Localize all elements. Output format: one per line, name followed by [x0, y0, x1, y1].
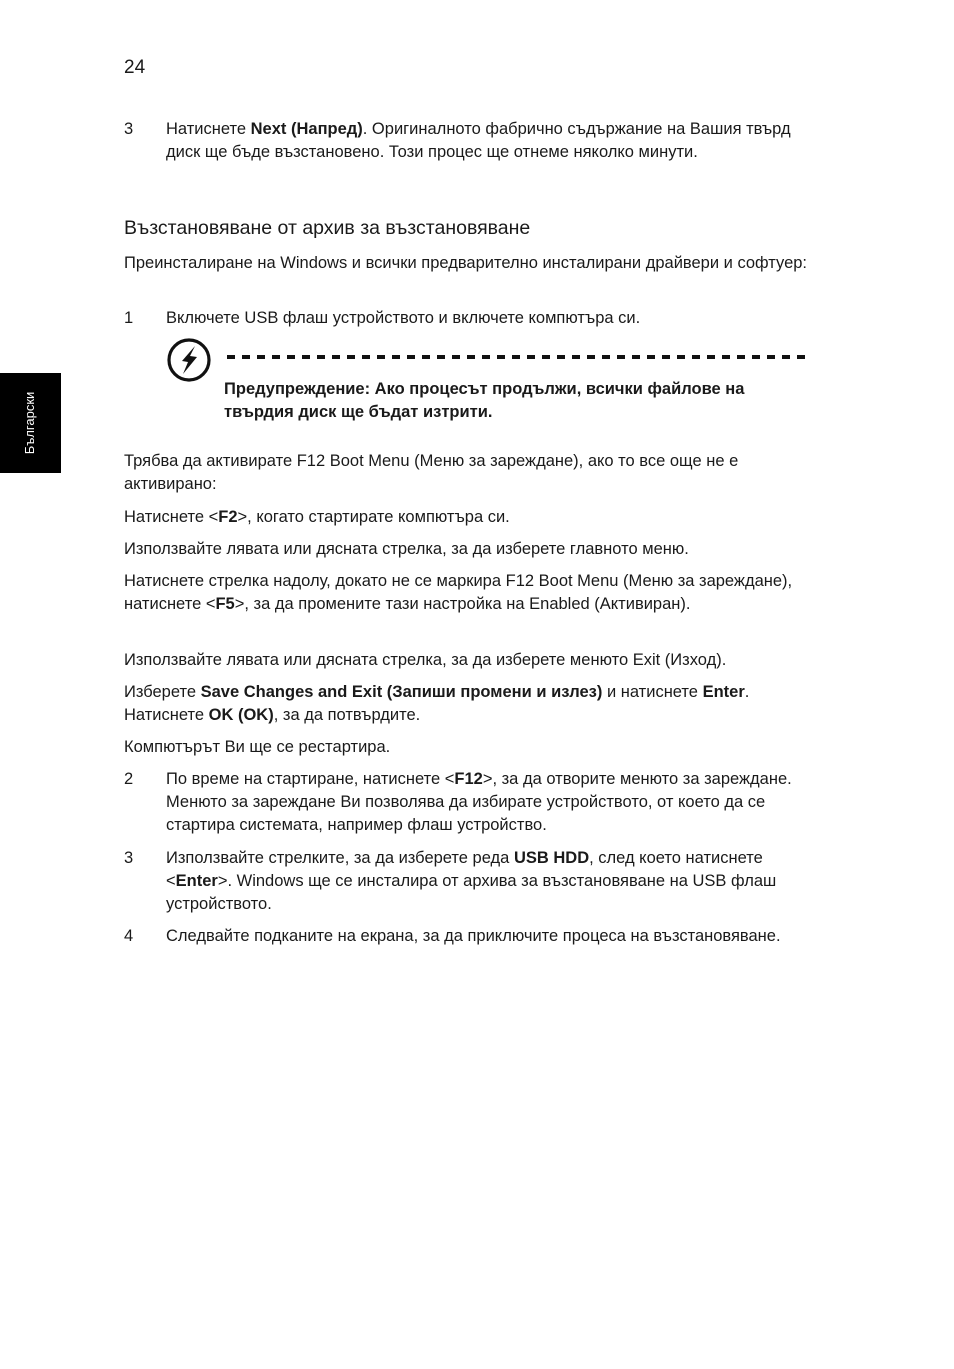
step-text: Използвайте стрелките, за да изберете реда USB HDD, след което натиснете <Enter>. Windows ще се инсталира от архива за възстановяване на USB флаш устройството. — [166, 849, 777, 913]
step-number: 1 — [124, 309, 134, 327]
list-item-step-3 — [124, 847, 824, 916]
language-side-tab — [0, 373, 61, 473]
page-number: 24 — [124, 57, 146, 78]
step-number: 3 — [124, 849, 134, 867]
step-number: 3 — [124, 120, 134, 138]
list-item-step-3-top — [124, 118, 824, 164]
section-intro: Преинсталиране на Windows и всички предварително инсталирани драйвери и софтуер: — [124, 254, 808, 272]
warning-lightning-icon — [166, 337, 212, 383]
list-item-step-1 — [124, 307, 824, 330]
paragraph-save-changes: Изберете Save Changes and Exit (Запиши промени и излез) и натиснете Enter. Натиснете OK (OK), за да потвърдите. — [124, 683, 750, 724]
step-text: Следвайте подканите на екрана, за да приключите процеса на възстановяване. — [166, 927, 781, 945]
step-text: Включете USB флаш устройството и включете компютъра си. — [166, 309, 641, 327]
warning-divider — [227, 355, 809, 359]
paragraph-enable-f12: Трябва да активирате F12 Boot Menu (Меню за зареждане), ако то все още не е активирано: — [124, 452, 739, 493]
step-number: 2 — [124, 770, 134, 788]
paragraph-press-f5: Натиснете стрелка надолу, докато не се маркира F12 Boot Menu (Меню за зареждане), натиснете <F5>, за да промените тази настройка на Enabled (Активиран). — [124, 572, 793, 613]
list-item-step-2 — [124, 768, 824, 837]
list-item-step-4 — [124, 925, 824, 948]
step-text: Натиснете Next (Напред). Оригиналното фабрично съдържание на Вашия твърд диск ще бъде възстановено. Този процес ще отнеме няколко минути. — [166, 120, 791, 161]
section-heading: Възстановяване от архив за възстановяване — [124, 217, 531, 239]
side-tab-label: Български — [22, 391, 37, 455]
paragraph-restart: Компютърът Ви ще се рестартира. — [124, 738, 391, 756]
paragraph-select-exit-menu: Използвайте лявата или дясната стрелка, за да изберете менюто Exit (Изход). — [124, 651, 727, 669]
paragraph-press-f2: Натиснете <F2>, когато стартирате компютъра си. — [124, 508, 510, 526]
warning-text: Предупреждение: Ако процесът продължи, всички файлове на твърдия диск ще бъдат изтрити. — [224, 380, 745, 421]
step-number: 4 — [124, 927, 134, 945]
paragraph-select-main-menu: Използвайте лявата или дясната стрелка, за да изберете главното меню. — [124, 540, 689, 558]
step-text: По време на стартиране, натиснете <F12>, за да отворите менюто за зареждане. Менюто за зареждане Ви позволява да избирате устройството, от което да се стартира системата, например флаш устройство. — [166, 770, 792, 834]
